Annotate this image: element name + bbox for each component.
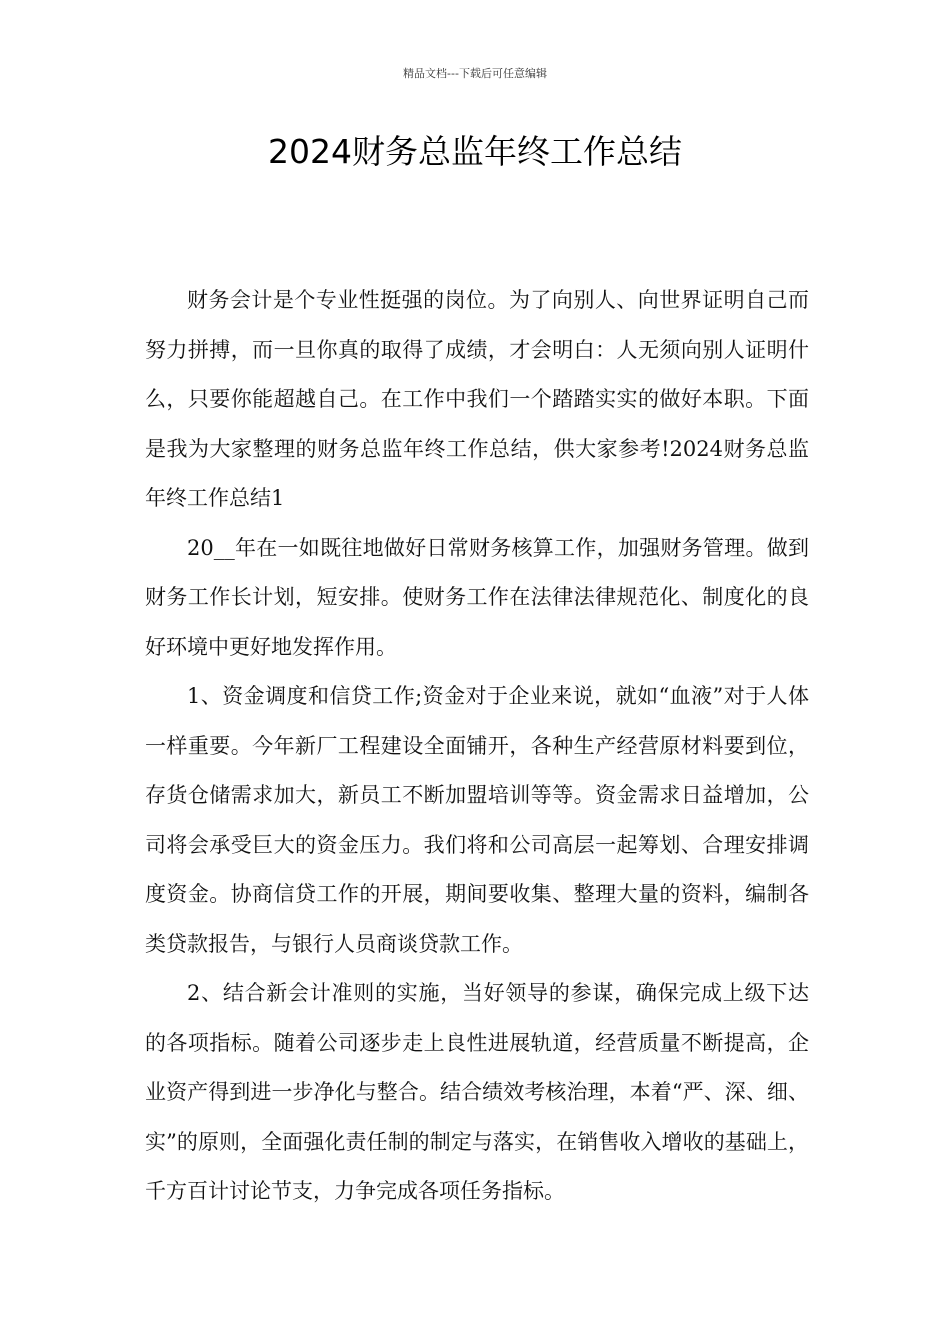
document-title: 2024财务总监年终工作总结 [268,132,682,171]
paragraph-item-1: 1、资金调度和信贷工作;资金对于企业来说，就如“血液”对于人体一样重要。今年新厂工程建设全面铺开，各种生产经营原材料要到位，存货仓储需求加大，新员工不断加盟培训等等。资金需求日益增加，公司将会承受巨大的资金压力。我们将和公司高层一起筹划、合理安排调度资金。协商信贷工作的开展，期间要收集、整理大量的资料，编制各类贷款报告，与银行人员商谈贷款工作。 [145,684,809,956]
paragraph-item-2: 2、结合新会计准则的实施，当好领导的参谋，确保完成上级下达的各项指标。随着公司逐步走上良性进展轨道，经营质量不断提高，企业资产得到进一步净化与整合。结合绩效考核治理，本着“严、深、细、实”的原则，全面强化责任制的制定与落实，在销售收入增收的基础上，千方百计讨论节支，力争完成各项任务指标。 [145,981,809,1203]
document-body [145,276,809,1217]
header-note: 精品文档---下载后可任意编辑 [403,67,547,80]
paragraph-intro: 财务会计是个专业性挺强的岗位。为了向别人、向世界证明自己而努力拼搏，而一旦你真的取得了成绩，才会明白：人无须向别人证明什么，只要你能超越自己。在工作中我们一个踏踏实实的做好本职。下面是我为大家整理的财务总监年终工作总结，供大家参考!2024财务总监年终工作总结1 [145,288,809,510]
paragraph-overview: 20__年在一如既往地做好日常财务核算工作，加强财务管理。做到财务工作长计划，短安排。使财务工作在法律法律规范化、制度化的良好环境中更好地发挥作用。 [145,535,809,659]
